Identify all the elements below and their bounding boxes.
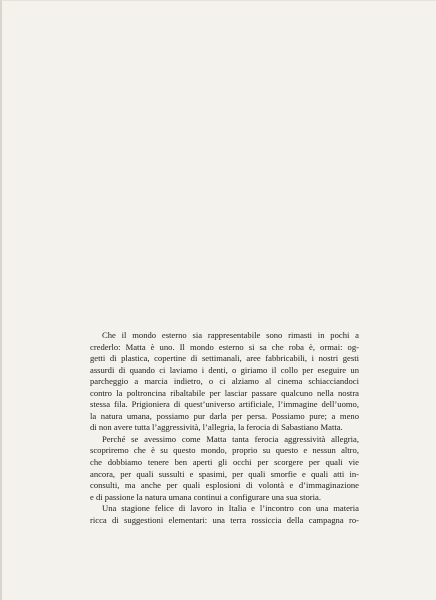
text-line: assurdi di quando ci laviamo i denti, o giriamo il collo per eseguire un <box>90 364 359 375</box>
body-text <box>90 330 359 526</box>
text-line: la natura umana, possiamo pur darla per persa. Possiamo pure; a meno <box>90 410 359 421</box>
text-line: parcheggio a marcia indietro, o ci alziamo al cinema schiacciandoci <box>90 376 359 387</box>
text-line: crederlo: Matta è uno. Il mondo esterno si sa che roba è, ormai: og- <box>90 341 359 352</box>
text-line: Che il mondo esterno sia rappresentabile sono rimasti in pochi a <box>102 330 359 340</box>
text-line: e di passione la natura umana continui a configurare una sua storia. <box>90 491 321 502</box>
text-line: stessa fila. Prigioniera di quest’universo artificiale, l’immagine dell’uomo, <box>90 399 359 410</box>
text-line: ricca di suggestioni elementari: una terra rossiccia della campagna ro- <box>90 514 359 525</box>
text-line: Perché se avessimo come Matta tanta ferocia aggressività allegria, <box>102 433 359 444</box>
paragraph-1 <box>90 330 359 434</box>
paragraph-3 <box>90 503 359 526</box>
text-line: di non avere tutta l’aggressività, l’allegria, la ferocia di Sabastiano Matta. <box>90 422 343 433</box>
text-line: ancora, per quali sussulti e spasimi, per quali smorfie e quali atti in- <box>90 468 359 479</box>
text-line: Una stagione felice di lavoro in Italia e l’incontro con una materia <box>102 503 359 514</box>
text-line: che dobbiamo tenere ben aperti gli occhi per scorgere per quali vie <box>90 457 359 468</box>
text-line: getti di plastica, copertine di settimanali, aree fabbricabili, i nostri gesti <box>90 353 359 364</box>
text-line: contro la poltroncina ribaltabile per lasciar passare qualcuno nella nostra <box>90 387 359 398</box>
text-line: scopriremo che è su questo mondo, proprio su questo e nessun altro, <box>90 445 359 456</box>
text-line: consulti, ma anche per quali esplosioni di volontà e d’immaginazione <box>90 480 359 491</box>
paragraph-2 <box>90 434 359 503</box>
